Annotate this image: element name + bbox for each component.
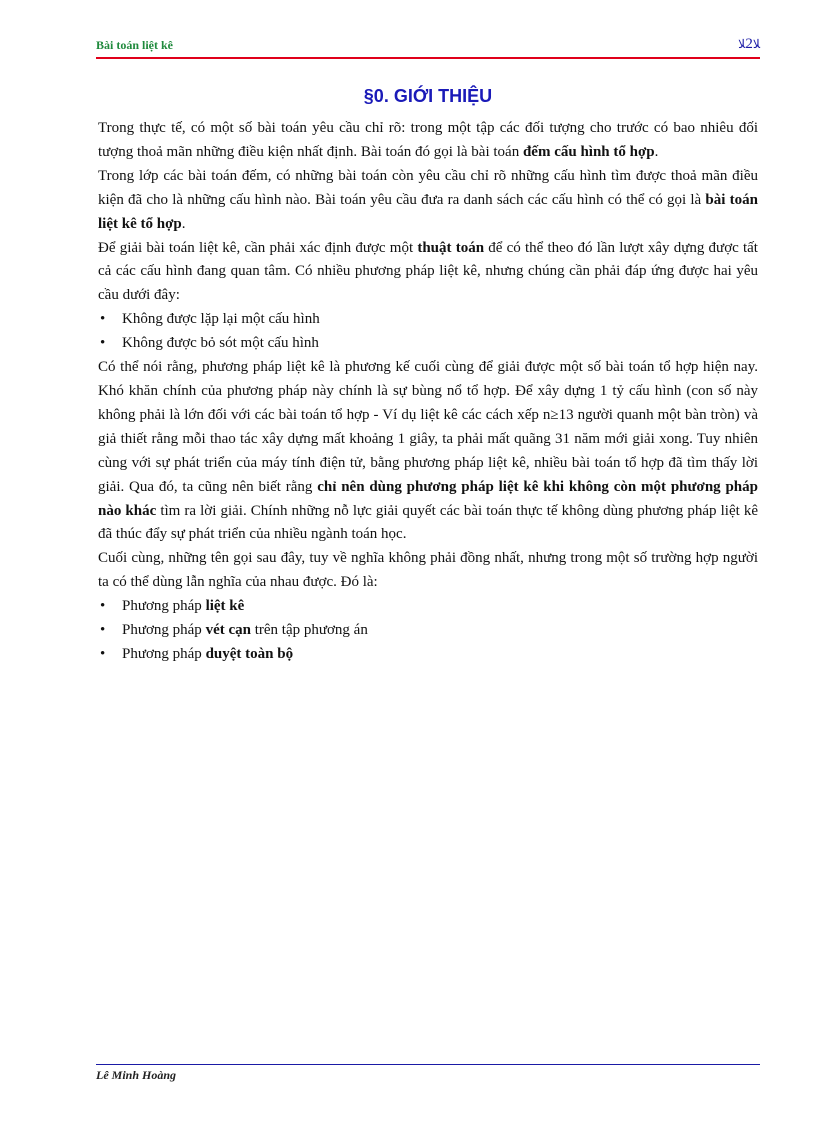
p2-text-c: . [181,215,186,232]
method-prefix: Phương pháp [122,598,206,615]
paragraph-4 [98,356,758,547]
paragraph-3 [98,237,758,309]
methods-list [98,595,758,667]
method-prefix: Phương pháp [122,622,206,639]
p2-text-a: Trong lớp các bài toán đếm, có những bài toán còn yêu cầu chỉ rõ những cấu hình tìm được thoả mãn điều kiện đã cho là những cấu hình nào. Bài toán yêu cầu đưa ra danh sách các cấu hình có thể có gọi là [98,167,758,208]
p3-text-c: để có thể theo đó lần lượt xây dựng được tất cả các cấu hình đang quan tâm. Có nhiều phương pháp liệt kê, nhưng chúng cần phải đáp ứng được hai yêu cầu dưới đây: [98,239,758,304]
p3-bold: thuật toán [417,239,485,256]
p1-text-a: Trong thực tế, có một số bài toán yêu cầu chỉ rõ: trong một tập các đối tượng cho trước có bao nhiêu đối tượng thoả mãn những điều kiện nhất định. Bài toán đó gọi là bài toán [98,120,758,160]
page-number-value: 2 [745,36,753,52]
document-body [98,117,758,667]
list-item [98,619,758,643]
p1-bold: đếm cấu hình tổ hợp [522,143,655,160]
method-bold: liệt kê [205,598,245,615]
method-bold: duyệt toàn bộ [205,645,294,662]
list-item [98,643,758,667]
p1-text-c: . [654,143,659,160]
method-suffix: trên tập phương án [250,622,368,639]
list-item: • Không được bỏ sót một cấu hình [98,332,758,356]
p4-text-c: tìm ra lời giải. Chính những nỗ lực giải quyết các bài toán thực tế không dùng phương pháp liệt kê đã thúc đẩy sự phát triển của nhiều ngành toán học. [98,502,758,543]
page-number [738,36,760,53]
p3-text-a: Để giải bài toán liệt kê, cần phải xác định được một [98,239,418,256]
footer-author: Lê Minh Hoàng [96,1068,177,1082]
list-item [98,595,758,619]
header-title: Bài toán liệt kê [96,38,173,52]
method-bold: vét cạn [205,622,251,639]
paragraph-5: Cuối cùng, những tên gọi sau đây, tuy về nghĩa không phải đồng nhất, nhưng trong một số trường hợp người ta có thể dùng lẫn nghĩa của nhau được. Đó là: [98,550,758,591]
header-divider [96,57,760,59]
ornament-right-icon: ﻼ [738,37,746,51]
method-prefix: Phương pháp [122,645,206,662]
requirements-list [98,308,758,356]
p4-bold: chỉ nên dùng phương pháp liệt kê khi không còn một phương pháp nào khác [98,478,758,519]
section-title: §0. GIỚI THIỆU [363,86,493,106]
paragraph-2 [98,165,758,237]
p4-text-a: Có thể nói rằng, phương pháp liệt kê là phương kế cuối cùng để giải được một số bài toán tổ hợp hiện nay. Khó khăn chính của phương pháp này chính là sự bùng nổ tổ hợp. Để xây dựng 1 tỷ cấu hình (con số này không phải là lớn đối với các bài toán tổ hợp - Ví dụ liệt kê các cách xếp n≥13 người quanh một bàn tròn) và giả thiết rằng mỗi thao tác xây dựng mất khoảng 1 giây, ta phải mất quãng 31 năm mới giải xong. Tuy nhiên cùng với sự phát triển của máy tính điện tử, bằng phương pháp liệt kê, nhiều bài toán tổ hợp đã tìm thấy lời giải. Qua đó, ta cũng nên biết rằng [98,359,758,495]
ornament-left-icon: ﻼ [752,37,760,51]
paragraph-1 [98,117,758,165]
footer-divider [96,1064,760,1065]
list-item: • Không được lặp lại một cấu hình [98,308,758,332]
p2-bold: bài toán liệt kê tổ hợp [98,191,758,232]
